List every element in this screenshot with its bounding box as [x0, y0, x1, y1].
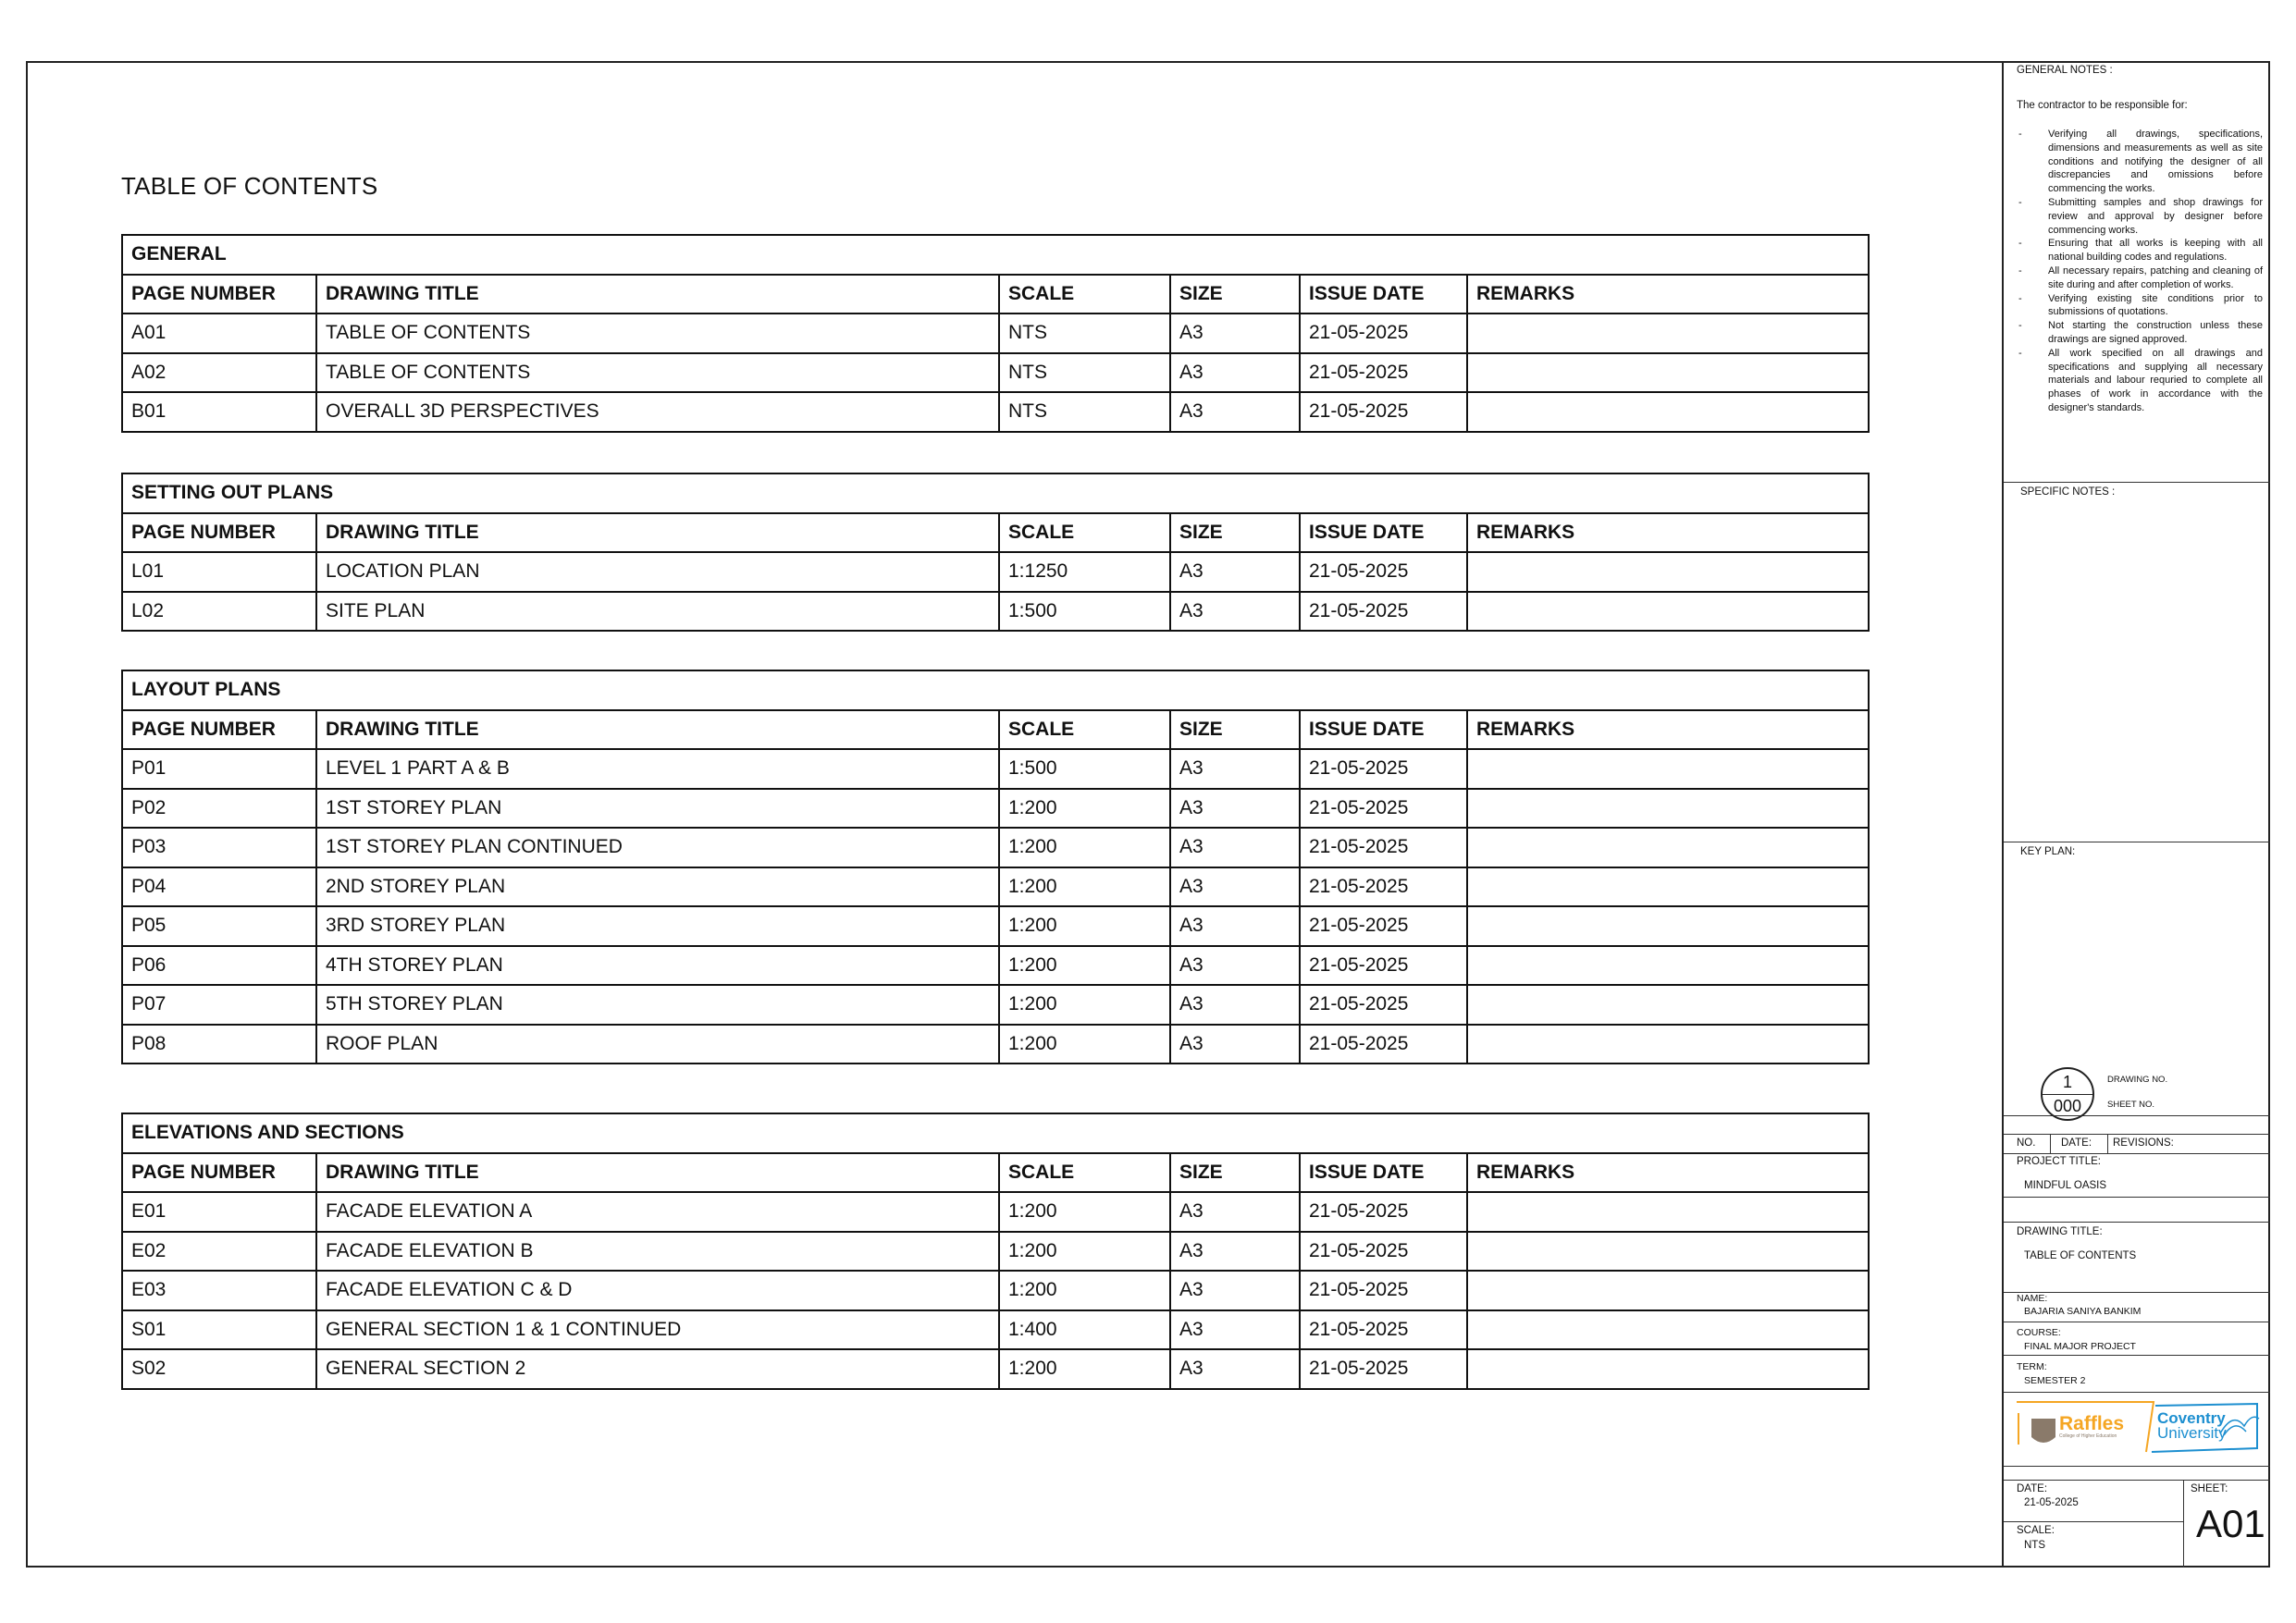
table-cell: P04	[122, 867, 316, 907]
sheet-label: SHEET:	[2191, 1483, 2228, 1494]
table-cell: 21-05-2025	[1300, 1232, 1467, 1272]
table-cell	[1467, 392, 1869, 432]
notes-intro: The contractor to be responsible for:	[2017, 100, 2188, 111]
general-note-item: - All necessary repairs, patching and cleaning of site during and after completion of works.	[2015, 264, 2263, 292]
general-note-item: - Verifying all drawings, specifications, dimensions and measurements as well as site conditions and notifying the designer of all discrepancies and omissions before commencing the works.	[2015, 128, 2263, 196]
table-row	[122, 749, 1869, 789]
table-cell: 1:200	[999, 906, 1170, 946]
column-header: SCALE	[999, 275, 1170, 314]
table-cell: FACADE ELEVATION A	[316, 1192, 999, 1232]
table-cell	[1467, 1232, 1869, 1272]
table-row	[122, 789, 1869, 829]
section-title-row	[122, 473, 1869, 513]
table-cell: A3	[1170, 1192, 1300, 1232]
drawing-number-bubble	[2041, 1067, 2094, 1121]
term-section	[2004, 1356, 2270, 1393]
column-header: DRAWING TITLE	[316, 710, 999, 750]
table-cell: B01	[122, 392, 316, 432]
logo-section	[2004, 1393, 2270, 1467]
revision-date-label: DATE:	[2061, 1137, 2092, 1149]
drawing-title-label: DRAWING TITLE:	[2017, 1226, 2103, 1237]
section-title-row	[122, 1113, 1869, 1153]
table-cell: S02	[122, 1349, 316, 1389]
general-notes-section	[2004, 61, 2270, 483]
table-cell: 21-05-2025	[1300, 1025, 1467, 1064]
table-cell: 21-05-2025	[1300, 353, 1467, 393]
column-header: SIZE	[1170, 710, 1300, 750]
table-cell: A3	[1170, 552, 1300, 592]
table-cell: A3	[1170, 592, 1300, 632]
table-row	[122, 353, 1869, 393]
column-header: DRAWING TITLE	[316, 275, 999, 314]
coventry-logo-text: Coventry	[2157, 1409, 2226, 1427]
table-cell: E03	[122, 1271, 316, 1310]
column-header: SIZE	[1170, 275, 1300, 314]
table-cell: 1:200	[999, 1192, 1170, 1232]
toc-table	[121, 670, 1870, 1064]
table-cell: FACADE ELEVATION B	[316, 1232, 999, 1272]
toc-table	[121, 473, 1870, 632]
table-row	[122, 1192, 1869, 1232]
table-row	[122, 906, 1869, 946]
general-note-item: - All work specified on all drawings and specifications and supplying all necessary materials and labour requried to complete all phases of work in accordance with the designer's standards.	[2015, 347, 2263, 415]
term-label: TERM:	[2017, 1361, 2047, 1372]
table-row	[122, 314, 1869, 353]
specific-notes-section	[2004, 483, 2270, 842]
general-notes-label: GENERAL NOTES :	[2017, 65, 2113, 76]
table-cell: 1:200	[999, 1025, 1170, 1064]
term: SEMESTER 2	[2024, 1375, 2086, 1386]
section-title: SETTING OUT PLANS	[122, 473, 1869, 513]
revision-no-label: NO.	[2017, 1137, 2036, 1149]
table-cell: P05	[122, 906, 316, 946]
table-cell: 21-05-2025	[1300, 314, 1467, 353]
column-header: PAGE NUMBER	[122, 1153, 316, 1193]
column-header: SCALE	[999, 513, 1170, 553]
table-cell: A3	[1170, 985, 1300, 1025]
table-row	[122, 985, 1869, 1025]
table-cell: 1:200	[999, 985, 1170, 1025]
table-cell	[1467, 1310, 1869, 1350]
table-cell: 1:200	[999, 789, 1170, 829]
sheet-number: A01	[2196, 1502, 2265, 1545]
column-header: REMARKS	[1467, 513, 1869, 553]
section-title: GENERAL	[122, 235, 1869, 275]
general-note-item: - Not starting the construction unless these drawings are signed approved.	[2015, 319, 2263, 347]
table-cell	[1467, 592, 1869, 632]
toc-table	[121, 1113, 1870, 1390]
table-cell: A3	[1170, 314, 1300, 353]
section-title-row	[122, 235, 1869, 275]
date-label: DATE:	[2017, 1483, 2048, 1494]
table-header-row	[122, 710, 1869, 750]
table-row	[122, 828, 1869, 867]
project-title-section	[2004, 1154, 2270, 1223]
table-cell: 1:400	[999, 1310, 1170, 1350]
table-cell: E01	[122, 1192, 316, 1232]
drawing-no-value: 1	[2062, 1073, 2072, 1091]
table-cell: NTS	[999, 353, 1170, 393]
table-cell: 1:200	[999, 1349, 1170, 1389]
scale-value: NTS	[2024, 1540, 2045, 1551]
table-cell: A3	[1170, 749, 1300, 789]
table-row	[122, 867, 1869, 907]
table-cell: 4TH STOREY PLAN	[316, 946, 999, 986]
table-cell: P03	[122, 828, 316, 867]
student-name: BAJARIA SANIYA BANKIM	[2024, 1306, 2142, 1317]
drawing-title-section	[2004, 1223, 2270, 1293]
table-row	[122, 946, 1869, 986]
table-cell	[1467, 749, 1869, 789]
table-cell	[1467, 789, 1869, 829]
table-row	[122, 592, 1869, 632]
table-cell: 1:500	[999, 592, 1170, 632]
general-note-item: - Submitting samples and shop drawings for review and approval by designer before commencing works.	[2015, 196, 2263, 237]
column-header: REMARKS	[1467, 275, 1869, 314]
table-cell	[1467, 353, 1869, 393]
column-header: SCALE	[999, 1153, 1170, 1193]
table-cell	[1467, 985, 1869, 1025]
table-cell: A3	[1170, 906, 1300, 946]
table-cell: A3	[1170, 1232, 1300, 1272]
table-cell: TABLE OF CONTENTS	[316, 353, 999, 393]
table-cell: 21-05-2025	[1300, 1310, 1467, 1350]
table-cell: NTS	[999, 392, 1170, 432]
project-title-label: PROJECT TITLE:	[2017, 1156, 2101, 1167]
date-value: 21-05-2025	[2024, 1497, 2079, 1508]
table-cell	[1467, 552, 1869, 592]
section-title: ELEVATIONS AND SECTIONS	[122, 1113, 1869, 1153]
column-header: SIZE	[1170, 1153, 1300, 1193]
table-cell: P06	[122, 946, 316, 986]
table-cell: 1:200	[999, 1271, 1170, 1310]
title-block	[2002, 61, 2270, 1568]
table-cell	[1467, 867, 1869, 907]
table-cell	[1467, 1349, 1869, 1389]
table-cell	[1467, 946, 1869, 986]
table-cell: 21-05-2025	[1300, 867, 1467, 907]
table-cell	[1467, 314, 1869, 353]
specific-notes-label: SPECIFIC NOTES :	[2020, 486, 2116, 498]
project-title: MINDFUL OASIS	[2024, 1180, 2107, 1191]
table-cell: A3	[1170, 392, 1300, 432]
coventry-logo-text-2: University	[2157, 1424, 2227, 1442]
name-section	[2004, 1293, 2270, 1322]
table-cell: A3	[1170, 789, 1300, 829]
column-header: REMARKS	[1467, 1153, 1869, 1193]
section-title: LAYOUT PLANS	[122, 670, 1869, 710]
table-header-row	[122, 275, 1869, 314]
table-cell: 21-05-2025	[1300, 592, 1467, 632]
general-note-item: - Verifying existing site conditions prior to submissions of quotations.	[2015, 292, 2263, 320]
table-cell: FACADE ELEVATION C & D	[316, 1271, 999, 1310]
column-header: DRAWING TITLE	[316, 1153, 999, 1193]
table-header-row	[122, 513, 1869, 553]
table-cell: 21-05-2025	[1300, 552, 1467, 592]
column-header: REMARKS	[1467, 710, 1869, 750]
scale-label: SCALE:	[2017, 1525, 2055, 1536]
column-header: PAGE NUMBER	[122, 513, 316, 553]
name-label: NAME:	[2017, 1293, 2048, 1304]
table-cell: A01	[122, 314, 316, 353]
table-cell: E02	[122, 1232, 316, 1272]
table-cell: A3	[1170, 1025, 1300, 1064]
general-note-item: - Ensuring that all works is keeping with all national building codes and regulations.	[2015, 237, 2263, 264]
table-cell: A3	[1170, 828, 1300, 867]
table-cell: 21-05-2025	[1300, 749, 1467, 789]
table-cell: LEVEL 1 PART A & B	[316, 749, 999, 789]
table-cell: 1:200	[999, 867, 1170, 907]
table-row	[122, 392, 1869, 432]
table-cell	[1467, 1192, 1869, 1232]
table-cell: L01	[122, 552, 316, 592]
table-row	[122, 1232, 1869, 1272]
table-cell: 21-05-2025	[1300, 789, 1467, 829]
table-cell: 1:500	[999, 749, 1170, 789]
table-cell: 21-05-2025	[1300, 906, 1467, 946]
table-cell	[1467, 1025, 1869, 1064]
date-section	[2004, 1480, 2183, 1522]
revisions-label: REVISIONS:	[2113, 1137, 2174, 1149]
column-header: ISSUE DATE	[1300, 1153, 1467, 1193]
table-cell: 21-05-2025	[1300, 946, 1467, 986]
table-cell: 21-05-2025	[1300, 985, 1467, 1025]
table-cell: P07	[122, 985, 316, 1025]
course: FINAL MAJOR PROJECT	[2024, 1341, 2136, 1352]
table-cell: 5TH STOREY PLAN	[316, 985, 999, 1025]
table-cell: 2ND STOREY PLAN	[316, 867, 999, 907]
key-plan-label: KEY PLAN:	[2020, 846, 2076, 857]
revisions-row	[2004, 1134, 2270, 1154]
sheet-no-label: SHEET NO.	[2107, 1100, 2155, 1110]
table-cell: 21-05-2025	[1300, 1192, 1467, 1232]
column-header: ISSUE DATE	[1300, 513, 1467, 553]
table-cell: GENERAL SECTION 1 & 1 CONTINUED	[316, 1310, 999, 1350]
table-row	[122, 1271, 1869, 1310]
table-cell: LOCATION PLAN	[316, 552, 999, 592]
table-cell	[1467, 1271, 1869, 1310]
table-cell: 1:200	[999, 828, 1170, 867]
section-title-row	[122, 670, 1869, 710]
table-row	[122, 1349, 1869, 1389]
table-cell: 21-05-2025	[1300, 1271, 1467, 1310]
table-cell: TABLE OF CONTENTS	[316, 314, 999, 353]
table-cell: GENERAL SECTION 2	[316, 1349, 999, 1389]
raffles-logo-subtext: College of Higher Education	[2059, 1433, 2117, 1439]
table-header-row	[122, 1153, 1869, 1193]
table-cell: P01	[122, 749, 316, 789]
table-row	[122, 552, 1869, 592]
column-header: ISSUE DATE	[1300, 275, 1467, 314]
drawing-title: TABLE OF CONTENTS	[2024, 1250, 2137, 1261]
sheet-no-value: 000	[2053, 1097, 2082, 1115]
column-header: SIZE	[1170, 513, 1300, 553]
raffles-logo-text: Raffles	[2059, 1413, 2125, 1434]
table-cell: OVERALL 3D PERSPECTIVES	[316, 392, 999, 432]
toc-table	[121, 234, 1870, 433]
table-cell: A3	[1170, 867, 1300, 907]
column-header: SCALE	[999, 710, 1170, 750]
table-cell: 21-05-2025	[1300, 392, 1467, 432]
drawing-no-label: DRAWING NO.	[2107, 1075, 2168, 1085]
course-label: COURSE:	[2017, 1327, 2061, 1338]
column-header: ISSUE DATE	[1300, 710, 1467, 750]
table-cell	[1467, 906, 1869, 946]
table-cell: 1ST STOREY PLAN CONTINUED	[316, 828, 999, 867]
table-cell: 1:200	[999, 1232, 1170, 1272]
table-cell: 1:200	[999, 946, 1170, 986]
table-cell	[1467, 828, 1869, 867]
column-header: PAGE NUMBER	[122, 275, 316, 314]
table-cell: 1ST STOREY PLAN	[316, 789, 999, 829]
table-cell: 1:1250	[999, 552, 1170, 592]
table-cell: P02	[122, 789, 316, 829]
table-row	[122, 1025, 1869, 1064]
table-cell: L02	[122, 592, 316, 632]
page-title: TABLE OF CONTENTS	[121, 172, 378, 200]
column-header: DRAWING TITLE	[316, 513, 999, 553]
course-section	[2004, 1322, 2270, 1356]
table-cell: A3	[1170, 1310, 1300, 1350]
table-cell: A3	[1170, 1271, 1300, 1310]
table-cell: NTS	[999, 314, 1170, 353]
table-cell: A3	[1170, 946, 1300, 986]
table-cell: 21-05-2025	[1300, 1349, 1467, 1389]
table-cell: 21-05-2025	[1300, 828, 1467, 867]
table-cell: A02	[122, 353, 316, 393]
column-header: PAGE NUMBER	[122, 710, 316, 750]
table-cell: ROOF PLAN	[316, 1025, 999, 1064]
table-cell: A3	[1170, 1349, 1300, 1389]
table-cell: A3	[1170, 353, 1300, 393]
table-cell: SITE PLAN	[316, 592, 999, 632]
table-cell: S01	[122, 1310, 316, 1350]
table-cell: 3RD STOREY PLAN	[316, 906, 999, 946]
table-row	[122, 1310, 1869, 1350]
table-cell: P08	[122, 1025, 316, 1064]
